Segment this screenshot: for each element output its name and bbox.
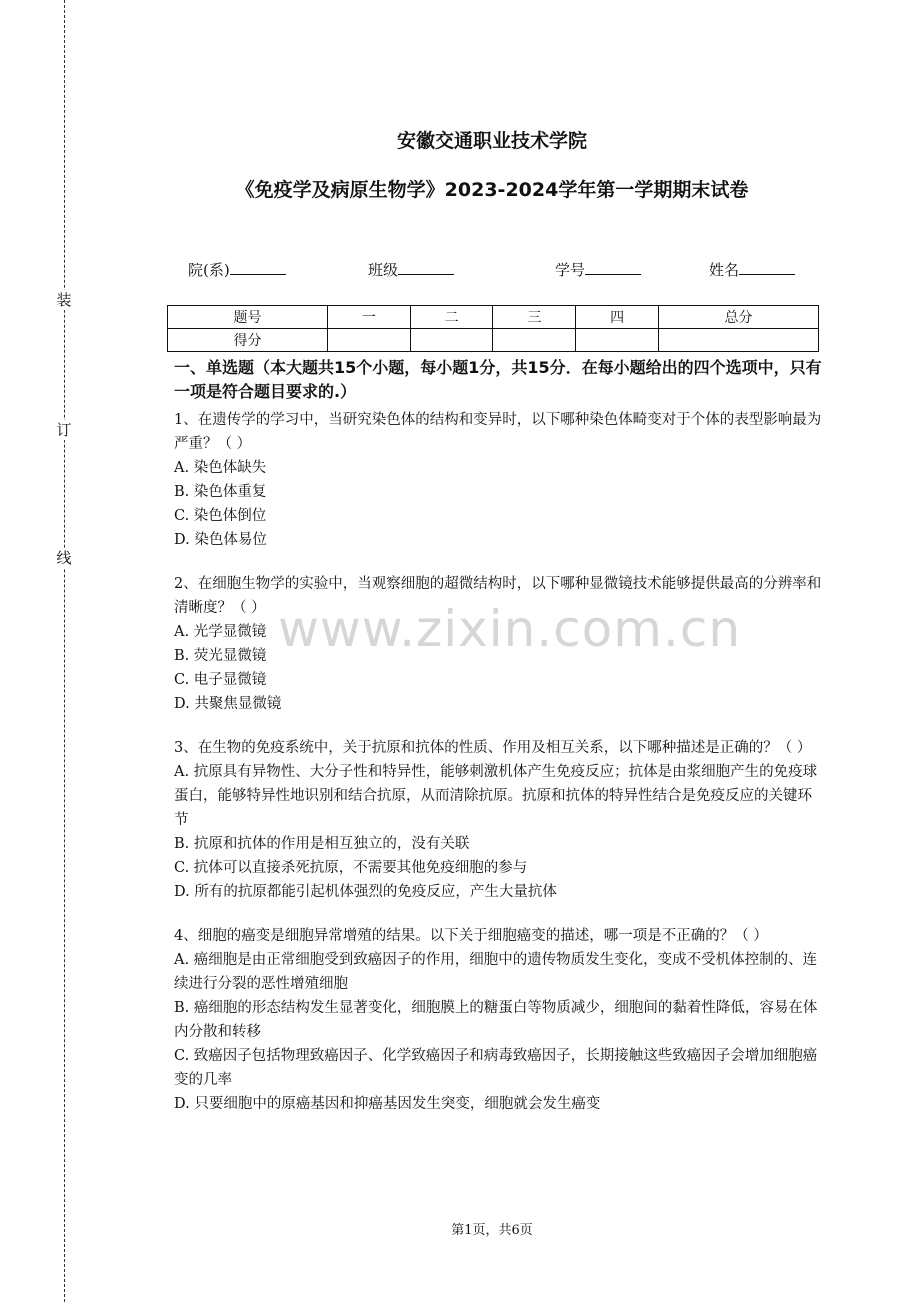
- watermark: www.zixin.com.cn: [278, 600, 742, 658]
- exam-content: [174, 356, 822, 1136]
- question-stem: 2、在细胞生物学的实验中，当观察细胞的超微结构时，以下哪种显微镜技术能够提供最高的分辨率和清晰度？（ ）: [174, 576, 822, 616]
- score-table: [167, 305, 819, 352]
- option-a[interactable]: A. 染色体缺失: [174, 460, 267, 476]
- score-cell-3[interactable]: [493, 329, 576, 352]
- dept-field[interactable]: [188, 259, 286, 280]
- option-c[interactable]: C. 电子显微镜: [174, 672, 267, 688]
- score-cell-total[interactable]: [658, 329, 818, 352]
- dept-blank[interactable]: [230, 260, 286, 275]
- student-id-label: 学号: [555, 261, 586, 279]
- question-4: [174, 924, 822, 1116]
- name-label: 姓名: [709, 261, 740, 279]
- option-b[interactable]: B. 癌细胞的形态结构发生显著变化，细胞膜上的糖蛋白等物质减少，细胞间的黏着性降低，容易在体内分散和转移: [174, 1000, 818, 1040]
- score-table-cell: 一: [327, 306, 410, 329]
- page-footer: 第1页，共6页: [451, 1223, 533, 1238]
- exam-title: 《免疫学及病原生物学》2023-2024学年第一学期期末试卷: [235, 179, 749, 201]
- option-d[interactable]: D. 共聚焦显微镜: [174, 696, 282, 712]
- score-table-cell: 二: [410, 306, 493, 329]
- class-blank[interactable]: [398, 260, 454, 275]
- binding-mark-zhuang: 装: [54, 290, 74, 310]
- option-b[interactable]: B. 荧光显微镜: [174, 648, 267, 664]
- class-field[interactable]: [368, 259, 454, 280]
- option-b[interactable]: B. 染色体重复: [174, 484, 267, 500]
- name-blank[interactable]: [739, 260, 795, 275]
- option-c[interactable]: C. 染色体倒位: [174, 508, 267, 524]
- score-table-cell: 四: [576, 306, 659, 329]
- option-a[interactable]: A. 抗原具有异物性、大分子性和特异性，能够刺激机体产生免疫反应；抗体是由浆细胞产生的免疫球蛋白，能够特异性地识别和结合抗原，从而清除抗原。抗原和抗体的特异性结合是免疫反应的关键环节: [174, 764, 818, 828]
- question-stem: 1、在遗传学的学习中，当研究染色体的结构和变异时，以下哪种染色体畸变对于个体的表型影响最为严重？（ ）: [174, 412, 822, 452]
- score-row-label: 得分: [168, 329, 328, 352]
- score-table-cell: 总分: [658, 306, 818, 329]
- student-id-field[interactable]: [555, 259, 641, 280]
- option-c[interactable]: C. 抗体可以直接杀死抗原，不需要其他免疫细胞的参与: [174, 860, 528, 876]
- score-cell-2[interactable]: [410, 329, 493, 352]
- school-name: 安徽交通职业技术学院: [396, 130, 587, 152]
- student-id-blank[interactable]: [585, 260, 641, 275]
- class-label: 班级: [368, 261, 399, 279]
- option-a[interactable]: A. 癌细胞是由正常细胞受到致癌因子的作用，细胞中的遗传物质发生变化，变成不受机体控制的、连续进行分裂的恶性增殖细胞: [174, 952, 818, 992]
- question-stem: 4、细胞的癌变是细胞异常增殖的结果。以下关于细胞癌变的描述，哪一项是不正确的？（ ）: [174, 928, 768, 944]
- binding-mark-ding: 订: [54, 420, 74, 440]
- option-c[interactable]: C. 致癌因子包括物理致癌因子、化学致癌因子和病毒致癌因子，长期接触这些致癌因子会增加细胞癌变的几率: [174, 1048, 818, 1088]
- option-a[interactable]: A. 光学显微镜: [174, 624, 267, 640]
- score-table-cell: 题号: [168, 306, 328, 329]
- option-d[interactable]: D. 染色体易位: [174, 532, 267, 548]
- section-title: 一、单选题（本大题共15个小题，每小题1分，共15分．在每小题给出的四个选项中，只有一项是符合题目要求的.）: [174, 358, 822, 401]
- score-cell-1[interactable]: [327, 329, 410, 352]
- score-table-score-row: [168, 329, 819, 352]
- score-cell-4[interactable]: [576, 329, 659, 352]
- option-d[interactable]: D. 所有的抗原都能引起机体强烈的免疫反应，产生大量抗体: [174, 884, 557, 900]
- dept-label: 院(系): [188, 261, 230, 279]
- score-table-cell: 三: [493, 306, 576, 329]
- score-table-header-row: [168, 306, 819, 329]
- binding-mark-xian: 线: [54, 548, 74, 568]
- question-1: [174, 408, 822, 552]
- name-field[interactable]: [709, 259, 795, 280]
- option-d[interactable]: D. 只要细胞中的原癌基因和抑癌基因发生突变，细胞就会发生癌变: [174, 1096, 601, 1112]
- question-stem: 3、在生物的免疫系统中，关于抗原和抗体的性质、作用及相互关系，以下哪种描述是正确的？（ ）: [174, 740, 812, 756]
- question-3: [174, 736, 822, 904]
- option-b[interactable]: B. 抗原和抗体的作用是相互独立的，没有关联: [174, 836, 470, 852]
